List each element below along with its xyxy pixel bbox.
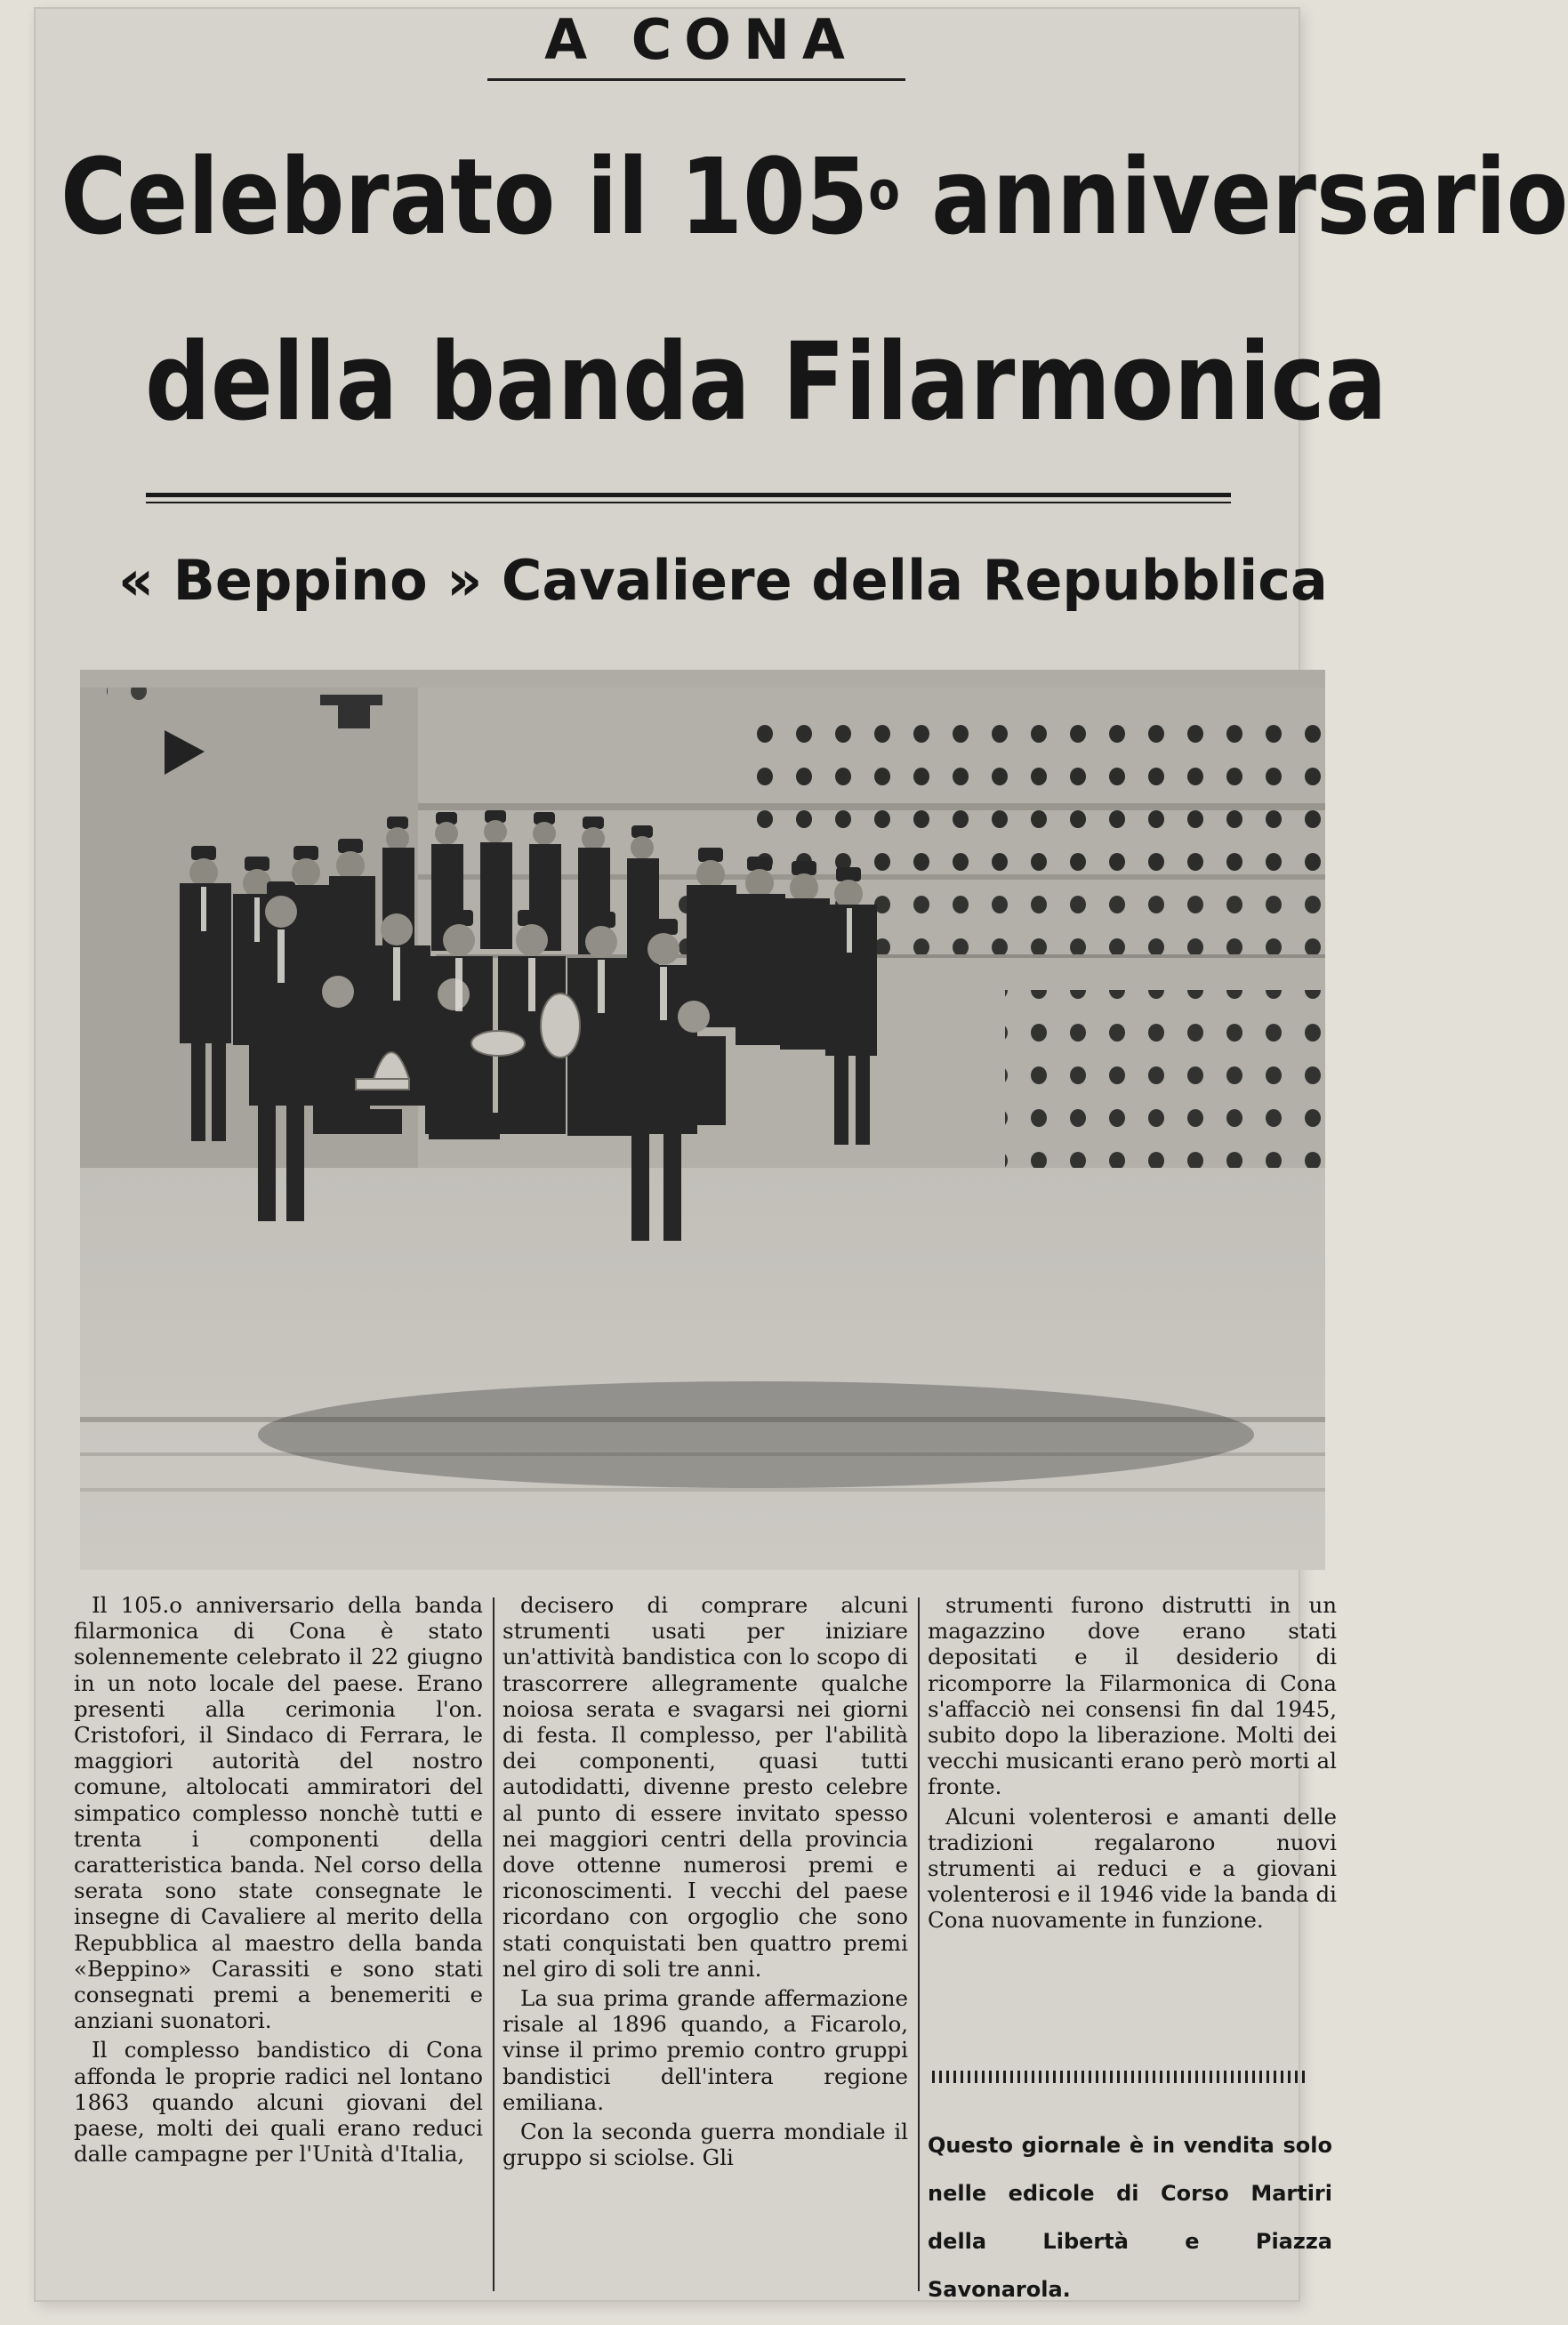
column-3-paragraph-1: strumenti furono distrutti in un magazzino dove erano stati depositati e il desiderio di ricomporre la Filarmonica di Cona s'affacciò nei consensi fin dal 1945, subito dopo la liberazione. Molti dei vecchi musicanti erano però morti al fronte. (928, 1592, 1337, 1800)
article-column-1 (74, 1592, 483, 2167)
headline-line-1 (60, 135, 1568, 258)
headline-rule-thin (146, 502, 1231, 503)
headline-line-1-text: Celebrato il 105 (60, 135, 869, 258)
article-column-3 (928, 1592, 1337, 1934)
column-3-paragraph-2: Alcuni volenterosi e amanti delle tradizioni regalarono nuovi strumenti ai reduci e a giovani volenterosi e il 1946 vide la banda di Cona nuovamente in funzione. (928, 1803, 1337, 1934)
band-group-photo (80, 670, 1325, 1570)
sales-notice: Questo giornale è in vendita solo nelle edicole di Corso Martiri della Libertà e Piazza Savonarola. (928, 2133, 1332, 2302)
headline-line-1-end: anniversario (899, 135, 1568, 258)
column-divider-1 (493, 1597, 495, 2291)
column-1-paragraph-2: Il complesso bandistico di Cona affonda le proprie radici nel lontano 1863 quando alcuni giovani del paese, molti dei quali erano reduci dalle campagne per l'Unità d'Italia, (74, 2037, 483, 2168)
column-1-paragraph-1: Il 105.o anniversario della banda filarmonica di Cona è stato solennemente celebrato il 22 giugno in un noto locale del paese. Erano presenti alla cerimonia l'on. Cristofori, il Sindaco di Ferrara, le maggiori autorità del nostro comune, altolocati ammiratori del simpatico complesso nonchè tutti e trenta i componenti della caratteristica banda. Nel corso della serata sono state consegnate le insegne di Cavaliere al merito della Repubblica al maestro della banda «Beppino» Carassiti e sono stati consegnati premi a benemeriti e anziani suonatori. (74, 1592, 483, 2034)
notice-divider (932, 2071, 1306, 2083)
column-2-paragraph-3: Con la seconda guerra mondiale il gruppo si sciolse. Gli (503, 2119, 908, 2171)
article-body (74, 1592, 1337, 2302)
column-divider-2 (918, 1597, 920, 2291)
article-kicker: A CONA (544, 7, 857, 72)
kicker-underline (487, 78, 905, 81)
newspaper-clipping (34, 7, 1568, 2302)
article-column-2 (503, 1592, 908, 2170)
column-2-paragraph-1: decisero di comprare alcuni strumenti usati per iniziare un'attività bandistica con lo scopo di trascorrere allegramente qualche noiosa serata e svagarsi nei giorni di festa. Il complesso, per l'abilità dei componenti, quasi tutti autodidatti, divenne presto celebre al punto di essere invitato spesso nei maggiori centri della provincia dove ottenne numerosi premi e riconoscimenti. I vecchi del paese ricordano con orgoglio che sono stati conquistati ben quattro premi nel giro di soli tre anni. (503, 1592, 908, 1982)
headline-rule (146, 493, 1231, 497)
article-subheadline: « Beppino » Cavaliere della Repubblica (118, 548, 1328, 613)
headline-line-2: della banda Filarmonica (145, 321, 1387, 445)
column-2-paragraph-2: La sua prima grande affermazione risale al 1896 quando, a Ficarolo, vinse il primo premio contro gruppi bandistici dell'intera regione emiliana. (503, 1985, 908, 2115)
headline-degree: o (868, 160, 900, 222)
